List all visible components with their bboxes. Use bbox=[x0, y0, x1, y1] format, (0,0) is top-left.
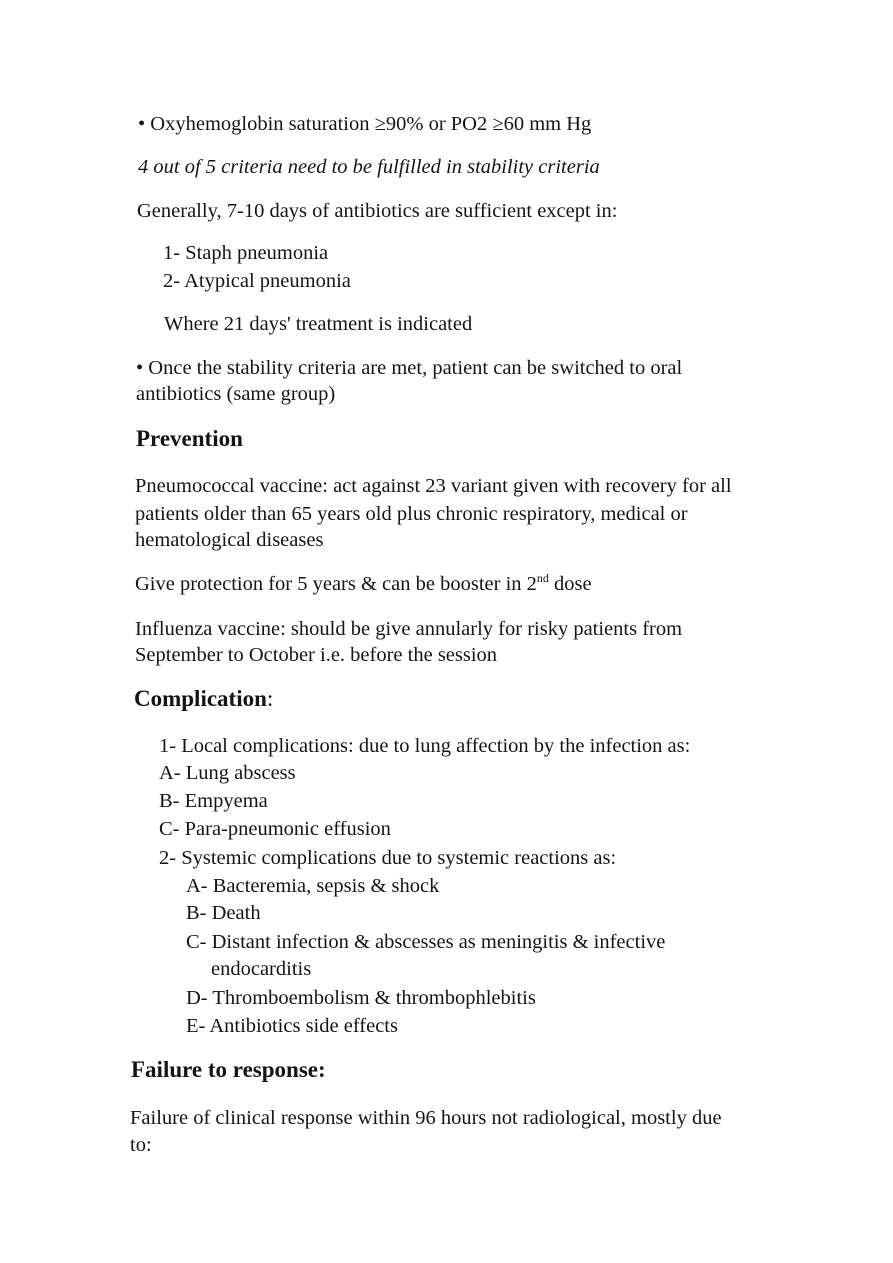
oral-switch-text: • Once the stability criteria are met, patient can be switched to oral bbox=[136, 357, 683, 379]
influenza-vaccine-text: September to October i.e. before the session bbox=[135, 644, 498, 666]
influenza-vaccine-text: Influenza vaccine: should be give annularly for risky patients from bbox=[135, 618, 683, 640]
antibiotics-duration-text: Generally, 7-10 days of antibiotics are sufficient except in: bbox=[137, 200, 618, 222]
pneumococcal-vaccine-text: Pneumococcal vaccine: act against 23 variant given with recovery for all bbox=[135, 475, 732, 497]
protection-text: Give protection for 5 years & can be booster in 2nd dose bbox=[135, 571, 592, 595]
failure-text: to: bbox=[130, 1134, 152, 1156]
criteria-note: 4 out of 5 criteria need to be fulfilled in stability criteria bbox=[138, 156, 600, 178]
oral-switch-text: antibiotics (same group) bbox=[136, 383, 336, 405]
exception-item: 2- Atypical pneumonia bbox=[163, 270, 351, 292]
systemic-complication-subitem: E- Antibiotics side effects bbox=[186, 1015, 398, 1037]
pneumococcal-vaccine-text: hematological diseases bbox=[135, 529, 324, 551]
systemic-complication-subitem-continuation: endocarditis bbox=[211, 958, 312, 980]
systemic-complication-subitem: C- Distant infection & abscesses as meningitis & infective bbox=[186, 931, 666, 953]
treatment-duration-note: Where 21 days' treatment is indicated bbox=[164, 313, 473, 335]
local-complication-subitem: B- Empyema bbox=[159, 790, 268, 812]
local-complications-item: 1- Local complications: due to lung affection by the infection as: bbox=[159, 735, 691, 757]
oxyhemoglobin-criterion: • Oxyhemoglobin saturation ≥90% or PO2 ≥60 mm Hg bbox=[138, 113, 592, 135]
failure-heading: Failure to response: bbox=[131, 1057, 326, 1082]
local-complication-subitem: C- Para-pneumonic effusion bbox=[159, 818, 391, 840]
exception-item: 1- Staph pneumonia bbox=[163, 242, 329, 264]
systemic-complication-subitem: B- Death bbox=[186, 902, 261, 924]
complication-heading: Complication: bbox=[134, 686, 274, 711]
superscript-ordinal: nd bbox=[536, 571, 549, 586]
failure-text: Failure of clinical response within 96 hours not radiological, mostly due bbox=[130, 1107, 722, 1129]
prevention-heading: Prevention bbox=[136, 426, 243, 451]
pneumococcal-vaccine-text: patients older than 65 years old plus chronic respiratory, medical or bbox=[135, 503, 688, 525]
systemic-complications-item: 2- Systemic complications due to systemic reactions as: bbox=[159, 847, 617, 869]
systemic-complication-subitem: A- Bacteremia, sepsis & shock bbox=[186, 875, 440, 897]
systemic-complication-subitem: D- Thromboembolism & thrombophlebitis bbox=[186, 987, 536, 1009]
local-complication-subitem: A- Lung abscess bbox=[159, 762, 296, 784]
